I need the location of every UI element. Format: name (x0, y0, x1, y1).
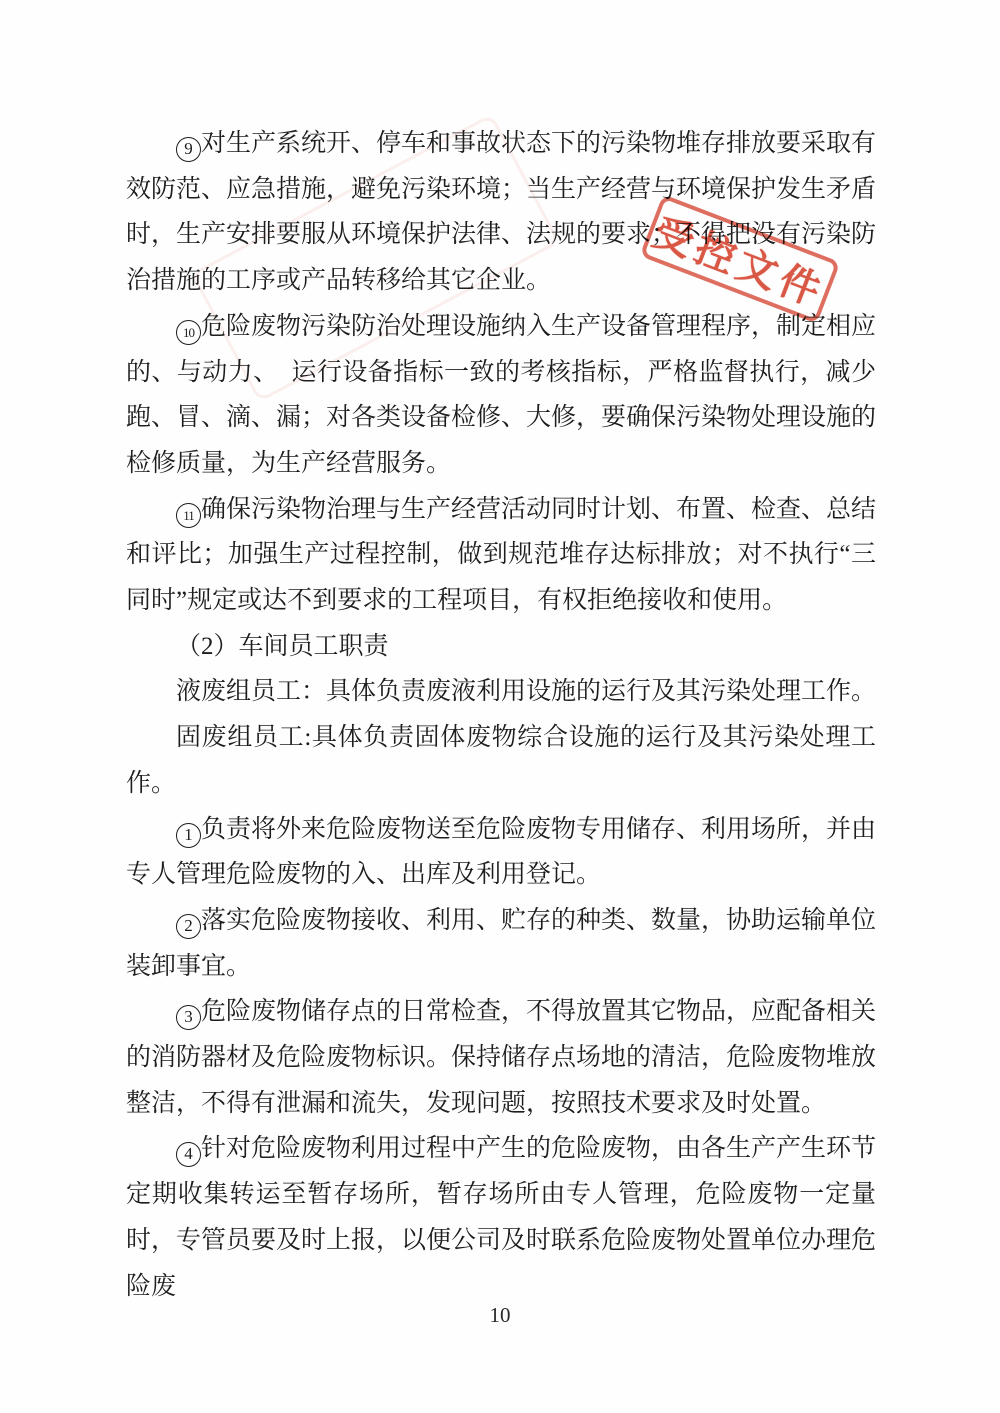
stamp-text: 受控文件 (646, 208, 832, 316)
paragraph: 固废组员工:具体负责固体废物综合设施的运行及其污染处理工作。 (126, 724, 876, 797)
circled-number: 11 (176, 503, 201, 528)
paragraph: （2）车间员工职责 (176, 632, 389, 660)
circled-number: 9 (176, 137, 201, 162)
page-number: 10 (489, 1303, 511, 1327)
paragraph: 1 负责将外来危险废物送至危险废物专用储存、利用场所，并由专人管理危险废物的入、出库及利用登记。 (126, 815, 877, 889)
circled-number: 2 (176, 914, 201, 939)
paragraph: 10 危险废物污染防治处理设施纳入生产设备管理程序，制定相应的、与动力、 运行设备指标一致的考核指标，严格监督执行，减少跑、冒、滴、漏；对各类设备检修、大修，要确保污染物处理设施的检修质量，为生产经营服务。 (126, 312, 877, 477)
paragraph: 4 针对危险废物利用过程中产生的危险废物，由各生产产生环节定期收集转运至暂存场所，暂存场所由专人管理，危险废物一定量时，专管员要及时上报，以便公司及时联系危险废物处置单位办理危险废 (126, 1135, 877, 1300)
paragraph: 2 落实危险废物接收、利用、贮存的种类、数量，协助运输单位装卸事宜。 (126, 906, 877, 980)
paragraph: 液废组员工：具体负责废液利用设施的运行及其污染处理工作。 (176, 678, 877, 706)
document-body (126, 0, 876, 1309)
paragraph: 3 危险废物储存点的日常检查，不得放置其它物品，应配备相关的消防器材及危险废物标识。保持储存点场地的清洁，危险废物堆放整洁，不得有泄漏和流失，发现问题，按照技术要求及时处置。 (126, 998, 877, 1117)
circled-number: 3 (176, 1005, 201, 1030)
circled-number: 10 (176, 320, 201, 345)
circled-number: 1 (176, 823, 201, 848)
circled-number: 4 (176, 1142, 201, 1167)
paragraph: 11 确保污染物治理与生产经营活动同时计划、布置、检查、总结和评比；加强生产过程控制，做到规范堆存达标排放；对不执行“三同时”规定或达不到要求的工程项目，有权拒绝接收和使用。 (126, 495, 877, 615)
paragraph: 9 对生产系统开、停车和事故状态下的污染物堆存排放要采取有效防范、应急措施，避免污染环境；当生产经营与环境保护发生矛盾时，生产安排要服从环境保护法律、法规的要求；不得把没有污染防治措施的工序或产品转移给其它企业。 (126, 130, 877, 295)
page-footer (0, 1303, 1000, 1328)
